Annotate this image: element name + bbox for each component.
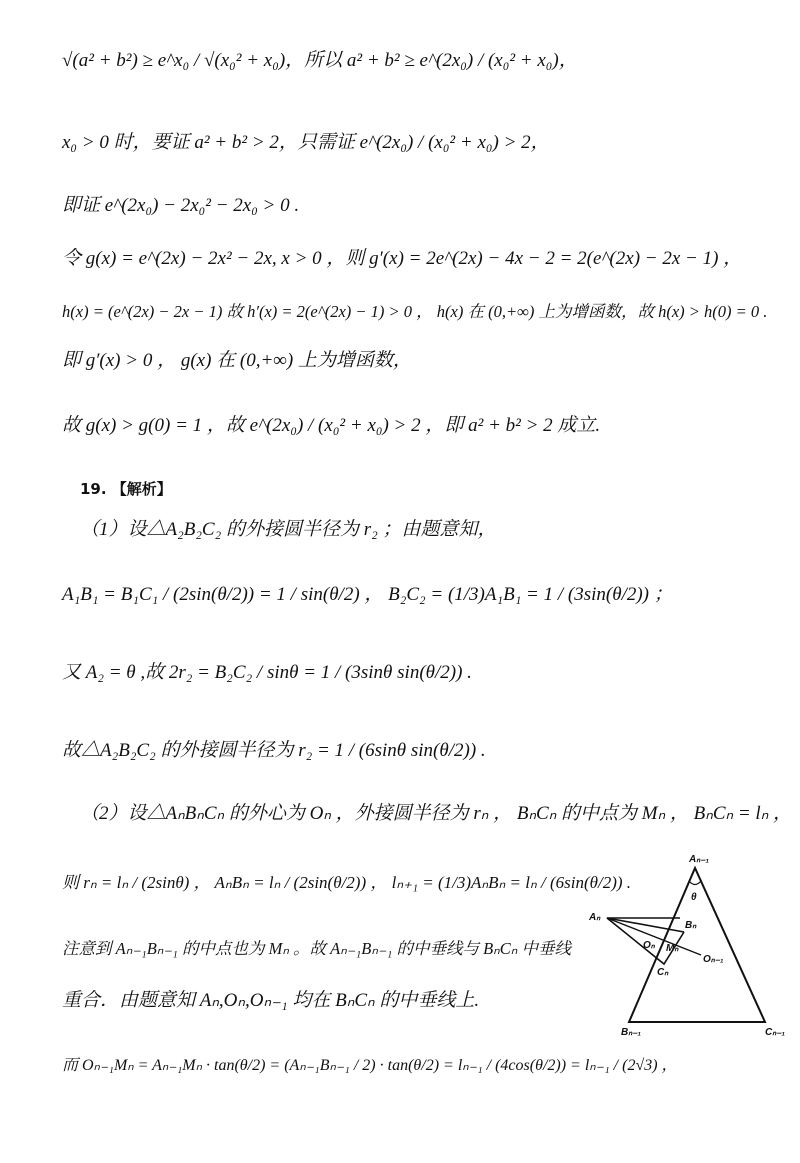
label-cn: Cₙ bbox=[657, 967, 669, 978]
label-mn: Mₙ bbox=[666, 943, 679, 954]
line-7: 故 g(x) > g(0) = 1 ，故 e^(2x₀) / (x₀² + x₀) > 2 ，即 a² + b² > 2 成立. bbox=[62, 415, 601, 436]
angle-arc bbox=[689, 881, 701, 885]
line-part2-eq1: 则 rₙ = lₙ / (2sinθ) ， AₙBₙ = lₙ / (2sin(θ/2)) ， lₙ₊₁ = (1/3)AₙBₙ = lₙ / (6sin(θ/2)) . bbox=[62, 873, 632, 892]
label-bottom-left: Bₙ₋₁ bbox=[621, 1027, 642, 1038]
line-3: 即证 e^(2x₀) − 2x₀² − 2x₀ > 0 . bbox=[62, 195, 300, 216]
label-apex: Aₙ₋₁ bbox=[689, 854, 710, 865]
line-part2-intro: （2）设△AₙBₙCₙ 的外心为 Oₙ ，外接圆半径为 rₙ ， BₙCₙ 的中点为 Mₙ ， BₙCₙ = lₙ ， bbox=[80, 803, 793, 824]
line-6: 即 g′(x) > 0 ， g(x) 在 (0,+∞) 上为增函数， bbox=[62, 350, 412, 371]
line-4: 令 g(x) = e^(2x) − 2x² − 2x, x > 0 ，则 g′(x) = 2e^(2x) − 4x − 2 = 2(e^(2x) − 2x − 1) ， bbox=[62, 248, 743, 269]
line-part2-note2: 重合．由题意知 Aₙ,Oₙ,Oₙ₋₁ 均在 BₙCₙ 的中垂线上. bbox=[62, 990, 480, 1011]
line-part1-intro: （1）设△A₂B₂C₂ 的外接圆半径为 r₂ ；由题意知， bbox=[80, 519, 497, 540]
line-part1-eq1: A₁B₁ = B₁C₁ / (2sin(θ/2)) = 1 / sin(θ/2) ， B₂C₂ = (1/3)A₁B₁ = 1 / (3sin(θ/2)) ； bbox=[62, 584, 673, 605]
label-bn: Bₙ bbox=[685, 920, 697, 931]
label-on: Oₙ bbox=[643, 940, 655, 951]
line-5: h(x) = (e^(2x) − 2x − 1) 故 h′(x) = 2(e^(2x) − 1) > 0 ， h(x) 在 (0,+∞) 上为增函数，故 h(x) > h(0) = 0 . bbox=[62, 302, 768, 321]
label-bottom-right: Cₙ₋₁ bbox=[765, 1027, 786, 1038]
line-part2-note: 注意到 Aₙ₋₁Bₙ₋₁ 的中点也为 Mₙ 。故 Aₙ₋₁Bₙ₋₁ 的中垂线与 BₙCₙ 中垂线 bbox=[62, 939, 571, 958]
label-on1: Oₙ₋₁ bbox=[703, 954, 724, 965]
label-theta: θ bbox=[691, 892, 697, 903]
triangle-diagram bbox=[585, 848, 790, 1048]
line-1: √(a² + b²) ≥ e^x₀ / √(x₀² + x₀)，所以 a² + b² ≥ e^(2x₀) / (x₀² + x₀)， bbox=[62, 50, 578, 71]
line-part1-eq2: 又 A₂ = θ ,故 2r₂ = B₂C₂ / sinθ = 1 / (3sinθ sin(θ/2)) . bbox=[62, 662, 472, 683]
label-an: Aₙ bbox=[589, 912, 601, 923]
section-heading: 19. 【解析】 bbox=[80, 480, 172, 498]
line-part1-result: 故△A₂B₂C₂ 的外接圆半径为 r₂ = 1 / (6sinθ sin(θ/2)) . bbox=[62, 740, 486, 761]
line-part2-eq2: 而 Oₙ₋₁Mₙ = Aₙ₋₁Mₙ · tan(θ/2) = (Aₙ₋₁Bₙ₋₁ / 2) · tan(θ/2) = lₙ₋₁ / (4cos(θ/2)) = lₙ₋₁ / (2√3) ， bbox=[62, 1057, 678, 1074]
line-2: x₀ > 0 时，要证 a² + b² > 2，只需证 e^(2x₀) / (x₀² + x₀) > 2， bbox=[62, 132, 550, 153]
